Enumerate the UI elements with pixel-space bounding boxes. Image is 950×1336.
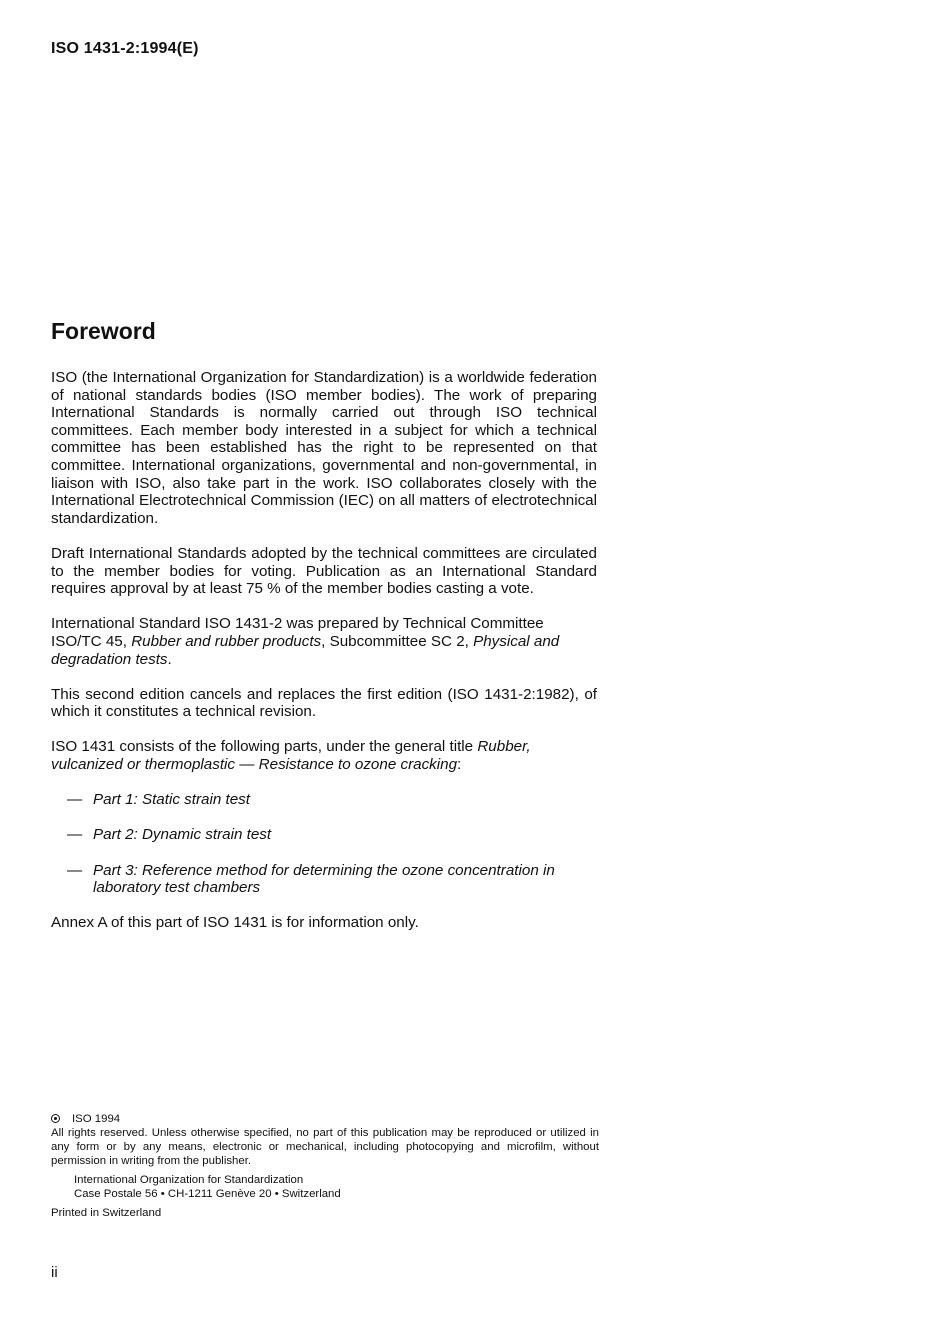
general-title: Rubber, vulcanized or thermoplastic — Resistance to ozone cracking (51, 738, 531, 774)
rights-statement: All rights reserved. Unless otherwise specified, no part of this publication may be reproduced or utilized in any form or by any means, electronic or mechanical, including photocopying and microfilm, without permission in writing from the publisher. (51, 1127, 599, 1167)
paragraph-edition: This second edition cancels and replaces the first edition (ISO 1431-2:1982), of which it constitutes a technical revision. (51, 685, 597, 721)
paragraph-draft-standards: Draft International Standards adopted by the technical committees are circulated to the member bodies for voting. Publication as an International Standard requires approval by at least 75 % of the member bodies casting a vote. (51, 544, 597, 598)
paragraph-prepared-by (51, 615, 597, 668)
parts-intro-end: : (457, 756, 462, 774)
printed-in: Printed in Switzerland (51, 1207, 162, 1219)
foreword-body (51, 369, 597, 950)
list-item (51, 791, 597, 809)
copyright-text: ISO 1994 (72, 1113, 121, 1125)
prepared-by-text: International Standard ISO 1431-2 was prepared by Technical Committee ISO/TC 45, (51, 615, 544, 650)
committee-title: Rubber and rubber products (131, 632, 322, 650)
page-number: ii (51, 1264, 58, 1281)
publisher-address (51, 1173, 599, 1201)
copyright-block (51, 1112, 599, 1220)
publisher-postal: Case Postale 56 • CH-1211 Genève 20 • Switzerland (74, 1188, 341, 1200)
list-dash: — (67, 861, 83, 879)
part-label: Part 2: Dynamic strain test (93, 826, 272, 844)
parts-list (51, 791, 597, 897)
parts-intro-text: ISO 1431 consists of the following parts, under the general title (51, 738, 478, 756)
subcommittee-text: , Subcommittee SC 2, (321, 632, 474, 650)
document-id: ISO 1431-2:1994(E) (51, 40, 199, 57)
list-dash: — (67, 791, 83, 809)
list-item (51, 862, 597, 897)
paragraph-annex: Annex A of this part of ISO 1431 is for information only. (51, 914, 419, 932)
copyright-line (51, 1112, 599, 1126)
foreword-heading: Foreword (51, 318, 156, 344)
publisher-name: International Organization for Standardization (74, 1174, 304, 1186)
list-dash: — (67, 826, 83, 844)
subcommittee-title: Physical and degradation tests (51, 632, 560, 668)
prepared-by-end: . (167, 650, 172, 668)
paragraph-parts-intro (51, 738, 597, 773)
copyright-icon (51, 1114, 60, 1123)
part-label: Part 1: Static strain test (93, 791, 250, 809)
list-item (51, 826, 597, 844)
part-label: Part 3: Reference method for determining the ozone concentration in laboratory test chambers (93, 861, 555, 897)
paragraph-iso-intro: ISO (the International Organization for Standardization) is a worldwide federation of national standards bodies (ISO member bodies). The work of preparing International Standards is normally carried out through ISO technical committees. Each member body interested in a subject for which a technical committee has been established has the right to be represented on that committee. International organizations, governmental and non-governmental, in liaison with ISO, also take part in the work. ISO collaborates closely with the International Electrotechnical Commission (IEC) on all matters of electrotechnical standardization. (51, 369, 597, 527)
